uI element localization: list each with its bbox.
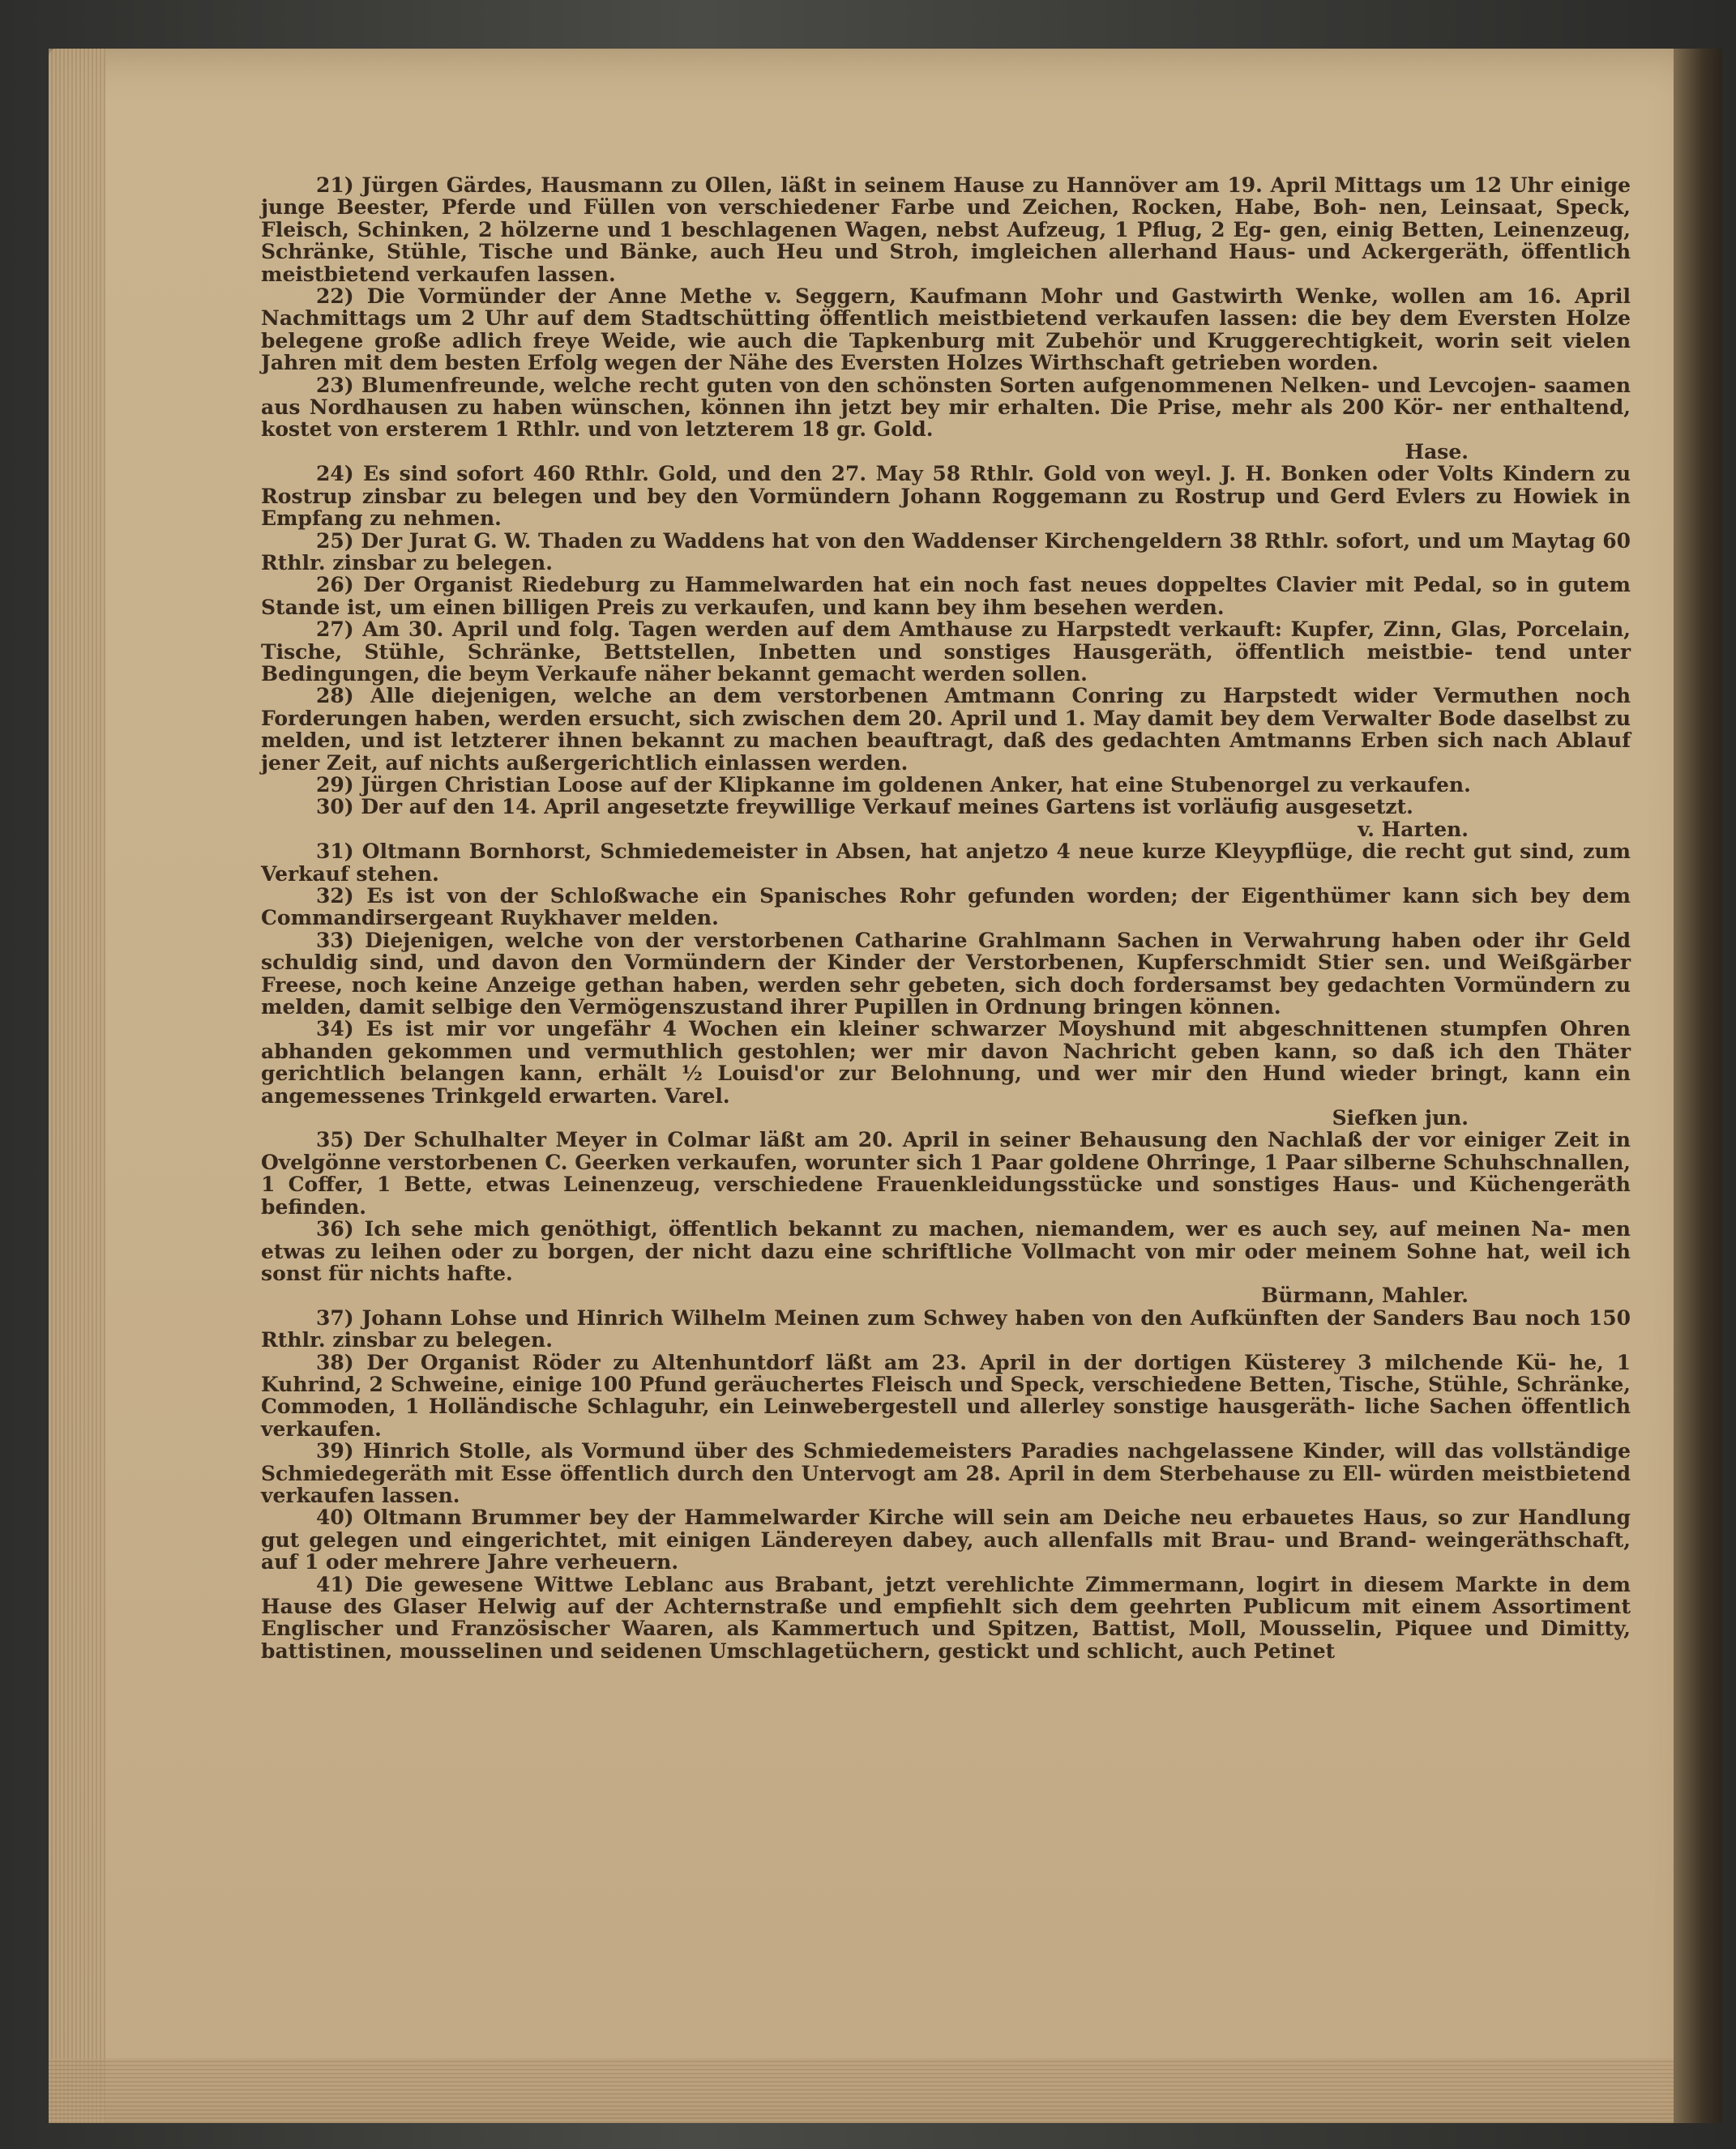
notice-35: 35) Der Schulhalter Meyer in Colmar läßt am 20. April in seiner Behausung den Nachlaß der vor einiger Zeit in Ovelgönne verstorbenen C. Geerken verkaufen, worunter sich 1 Paar goldene Ohrringe, 1 Paar silberne Schuhschnallen, 1 Coffer, 1 Bette, etwas Leinenzeug, verschiedene Frauenkleidungsstücke und sonstiges Haus- und Küchengeräth befinden. [261,1128,1631,1219]
notices-column [261,174,1631,1662]
notice-29: 29) Jürgen Christian Loose auf der Klipkanne im goldenen Anker, hat eine Stubenorgel zu verkaufen. [316,772,1471,797]
page-stack-edge-bottom [49,2058,1702,2123]
notice-33: 33) Diejenigen, welche von der verstorbenen Catharine Grahlmann Sachen in Verwahrung haben oder ihr Geld schuldig sind, und davon den Vormündern der Kinder der Verstorbenen, Kupferschmidt Stier sen. und Weißgärber Freese, noch keine Anzeige gethan haben, werden sehr gebeten, sich doch fordersamst bey gedachten Vormündern zu melden, damit selbige den Vermögenszustand ihrer Pupillen in Ordnung bringen können. [261,928,1631,1019]
notice-25: 25) Der Jurat G. W. Thaden zu Waddens hat von den Waddenser Kirchengeldern 38 Rthlr. sofort, und um Maytag 60 Rthlr. zinsbar zu belegen. [261,528,1631,575]
notice-37: 37) Johann Lohse und Hinrich Wilhelm Meinen zum Schwey haben von den Aufkünften der Sanders Bau noch 150 Rthlr. zinsbar zu belegen. [261,1305,1631,1352]
book-gutter [1674,49,1722,2123]
page-stack-edge-left [49,49,105,2123]
notice-31: 31) Oltmann Bornhorst, Schmiedemeister in Absen, hat anjetzo 4 neue kurze Kleyypflüge, die recht gut sind, zum Verkauf stehen. [261,840,1631,886]
notice-39: 39) Hinrich Stolle, als Vormund über des Schmiedemeisters Paradies nachgelassene Kinder, will das vollständige Schmiedegeräth mit Esse öffentlich durch den Untervogt am 28. April in dem Sterbehause zu Ell- würden meistbietend verkaufen lassen. [261,1439,1631,1507]
notice-27: 27) Am 30. April und folg. Tagen werden auf dem Amthause zu Harpstedt verkauft: Kupfer, Zinn, Glas, Porcelain, Tische, Stühle, Schränke, Bettstellen, Inbetten und sonstiges Hausgeräth, öffentlich meistbie- tend unter Bedingungen, die beym Verkaufe näher bekannt gemacht werden sollen. [261,617,1631,686]
notice-30: 30) Der auf den 14. April angesetzte freywillige Verkauf meines Gartens ist vorläufig ausgesetzt. [316,795,1413,819]
notice-23: 23) Blumenfreunde, welche recht guten von den schönsten Sorten aufgenommenen Nelken- und Levcojen- saamen aus Nordhausen zu haben wünschen, können ihn jetzt bey mir erhalten. Die Prise, mehr als 200 Kör- ner enthaltend, kostet von ersterem 1 Rthlr. und von letzterem 18 gr. Gold. [261,373,1631,442]
signature-hase: Hase. [1405,439,1469,464]
notice-28: 28) Alle diejenigen, welche an dem verstorbenen Amtmann Conring zu Harpstedt wider Vermuthen noch Forderungen haben, werden ersucht, sich zwischen dem 20. April und 1. May damit bey dem Verwalter Bode daselbst zu melden, und ist letzterer ihnen bekannt zu machen beauftragt, daß des gedachten Amtmanns Erben sich nach Ablauf jener Zeit, auf nichts außergerichtlich einlassen werden. [261,684,1631,775]
notice-22: 22) Die Vormünder der Anne Methe v. Seggern, Kaufmann Mohr und Gastwirth Wenke, wollen am 16. April Nachmittags um 2 Uhr auf dem Stadtschütting öffentlich meistbietend verkaufen lassen: die bey dem Eversten Holze belegene große adlich freye Weide, wie auch die Tapkenburg mit Zubehör und Kruggerechtigkeit, worin seit vielen Jahren mit dem besten Erfolg wegen der Nähe des Eversten Holzes Wirthschaft getrieben worden. [261,284,1631,375]
notice-34: 34) Es ist mir vor ungefähr 4 Wochen ein kleiner schwarzer Moyshund mit abgeschnittenen stumpfen Ohren abhanden gekommen und vermuthlich gestohlen; wer mir davon Nachricht geben kann, so daß ich den Thäter gerichtlich belangen kann, erhält ½ Louisd'or zur Belohnung, und wer mir den Hund wieder bringt, kann ein angemessenes Trinkgeld erwarten. Varel. [261,1017,1631,1108]
notice-38: 38) Der Organist Röder zu Altenhuntdorf läßt am 23. April in der dortigen Küsterey 3 milchende Kü- he, 1 Kuhrind, 2 Schweine, einige 100 Pfund geräuchertes Fleisch und Speck, verschiedene Betten, Tische, Stühle, Schränke, Commoden, 1 Holländische Schlaguhr, ein Leinwebergestell und allerley sonstige hausgeräth- liche Sachen öffentlich verkaufen. [261,1350,1631,1441]
notice-36: 36) Ich sehe mich genöthigt, öffentlich bekannt zu machen, niemandem, wer es auch sey, auf meinen Na- men etwas zu leihen oder zu borgen, der nicht dazu eine schriftliche Vollmacht von mir oder meinem Sohne hat, weil ich sonst für nichts hafte. [261,1217,1631,1285]
notice-32: 32) Es ist von der Schloßwache ein Spanisches Rohr gefunden worden; der Eigenthümer kann sich bey dem Commandirsergeant Ruykhaver melden. [261,884,1631,930]
notice-21: 21) Jürgen Gärdes, Hausmann zu Ollen, läßt in seinem Hause zu Hannöver am 19. April Mittags um 12 Uhr einige junge Beester, Pferde und Füllen von verschiedener Farbe und Zeichen, Rocken, Habe, Boh- nen, Leinsaat, Speck, Fleisch, Schinken, 2 hölzerne und 1 beschlagenen Wagen, nebst Aufzeug, 1 Pflug, 2 Eg- gen, einig Betten, Leinenzeug, Schränke, Stühle, Tische und Bänke, auch Heu und Stroh, imgleichen allerhand Haus- und Ackergeräth, öffentlich meistbietend verkaufen lassen. [261,173,1631,286]
notice-41: 41) Die gewesene Wittwe Leblanc aus Brabant, jetzt verehlichte Zimmermann, logirt in diesem Markte in dem Hause des Glaser Helwig auf der Achternstraße und empfiehlt sich dem geehrten Publicum mit einem Assortiment Englischer und Französischer Waaren, als Kammertuch und Spitzen, Battist, Moll, Mousselin, Piquee und Dimitty, battistinen, mousselinen und seidenen Umschlagetüchern, gestickt und schlicht, auch Petinet [261,1572,1631,1663]
notice-26: 26) Der Organist Riedeburg zu Hammelwarden hat ein noch fast neues doppeltes Clavier mit Pedal, so in gutem Stande ist, um einen billigen Preis zu verkaufen, und kann bey ihm besehen werden. [261,573,1631,619]
signature-harten: v. Harten. [1358,817,1469,841]
notice-40: 40) Oltmann Brummer bey der Hammelwarder Kirche will sein am Deiche neu erbauetes Haus, so zur Handlung gut gelegen und eingerichtet, mit einigen Ländereyen dabey, auch allenfalls mit Brau- und Brand- weingeräthschaft, auf 1 oder mehrere Jahre verheuern. [261,1506,1631,1574]
notice-24: 24) Es sind sofort 460 Rthlr. Gold, und den 27. May 58 Rthlr. Gold von weyl. J. H. Bonken oder Volts Kindern zu Rostrup zinsbar zu belegen und bey den Vormündern Johann Roggemann zu Rostrup und Gerd Evlers zu Howiek in Empfang zu nehmen. [261,462,1631,531]
signature-siefken: Siefken jun. [1332,1106,1469,1130]
signature-buermann: Bürmann, Mahler. [1261,1284,1469,1308]
